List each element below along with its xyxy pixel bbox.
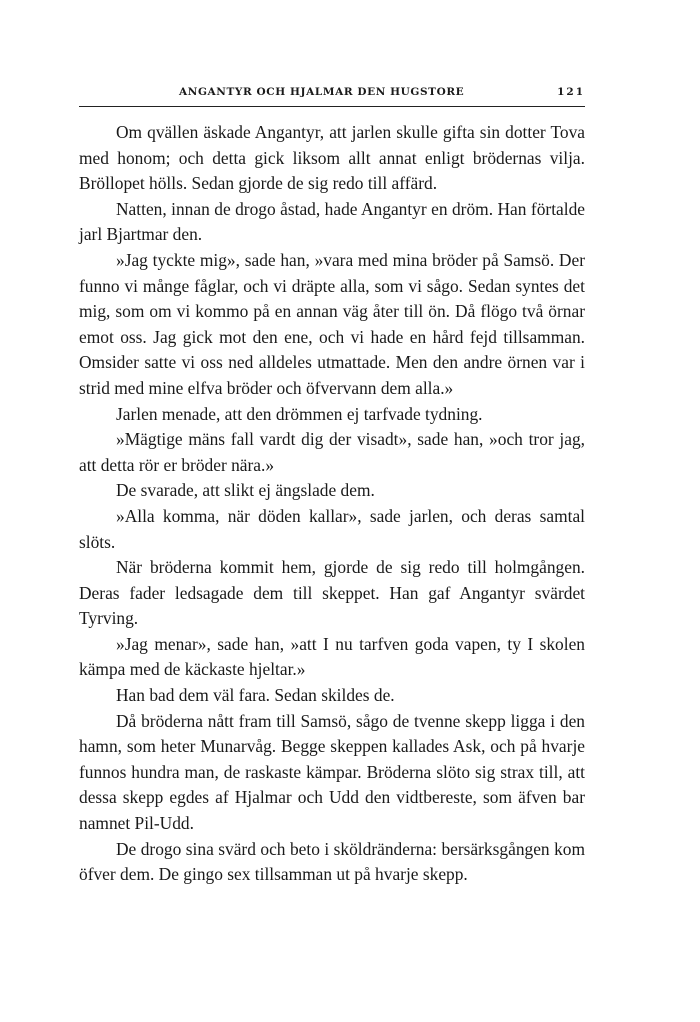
- paragraph: Natten, innan de drogo åstad, hade Angantyr en dröm. Han förtalde jarl Bjartmar den.: [79, 198, 585, 245]
- paragraph: »Jag menar», sade han, »att I nu tarfven goda vapen, ty I skolen kämpa med de käckaste hjeltar.»: [79, 633, 585, 680]
- paragraph: Han bad dem väl fara. Sedan skildes de.: [116, 685, 395, 706]
- paragraph: Då bröderna nått fram till Samsö, sågo de tvenne skepp ligga i den hamn, som heter Munarvåg. Begge skeppen kallades Ask, och på hvarje funnos hundra man, de raskaste kämpar. Bröderna slöto sig strax till, att dessa skepp egdes af Hjalmar och Udd den vidtbereste, som äfven bar namnet Pil-Udd.: [79, 710, 585, 834]
- paragraph: Om qvällen äskade Angantyr, att jarlen skulle gifta sin dotter Tova med honom; och detta gick liksom allt annat enligt brödernas vilja. Bröllopet hölls. Sedan gjorde de sig redo till affärd.: [79, 122, 585, 194]
- paragraph: »Mägtige mäns fall vardt dig der visadt», sade han, »och tror jag, att detta rör er bröder nära.»: [79, 429, 585, 475]
- header-rule: [79, 106, 585, 107]
- paragraph: »Alla komma, när döden kallar», sade jarlen, och deras samtal slöts.: [79, 505, 585, 552]
- body-text: [79, 120, 585, 888]
- page-number: 121: [557, 86, 585, 98]
- paragraph: Jarlen menade, att den drömmen ej tarfvade tydning.: [116, 403, 483, 424]
- paragraph: De svarade, att slikt ej ängslade dem.: [116, 480, 375, 501]
- page-header: [79, 86, 585, 104]
- paragraph: »Jag tyckte mig», sade han, »vara med mina bröder på Samsö. Der funno vi månge fåglar, och vi dräpte alla, som vi sågo. Sedan syntes det mig, som om vi kommo på en annan väg åter till ön. Då flögo två örnar emot oss. Jag gick mot den ene, och vi hade en hård fejd tillsamman. Omsider satte vi oss ned alldeles utmattade. Men den andre örnen var i strid med mine elfva bröder och öfvervann dem alla.»: [79, 249, 585, 398]
- paragraph: De drogo sina svärd och beto i sköldränderna: bersärksgången kom öfver dem. De gingo sex tillsamman ut på hvarje skepp.: [79, 838, 585, 885]
- running-title: ANGANTYR OCH HJALMAR DEN HUGSTORE: [179, 86, 465, 98]
- paragraph: När bröderna kommit hem, gjorde de sig redo till holmgången. Deras fader ledsagade dem till skeppet. Han gaf Angantyr svärdet Tyrving.: [79, 557, 585, 629]
